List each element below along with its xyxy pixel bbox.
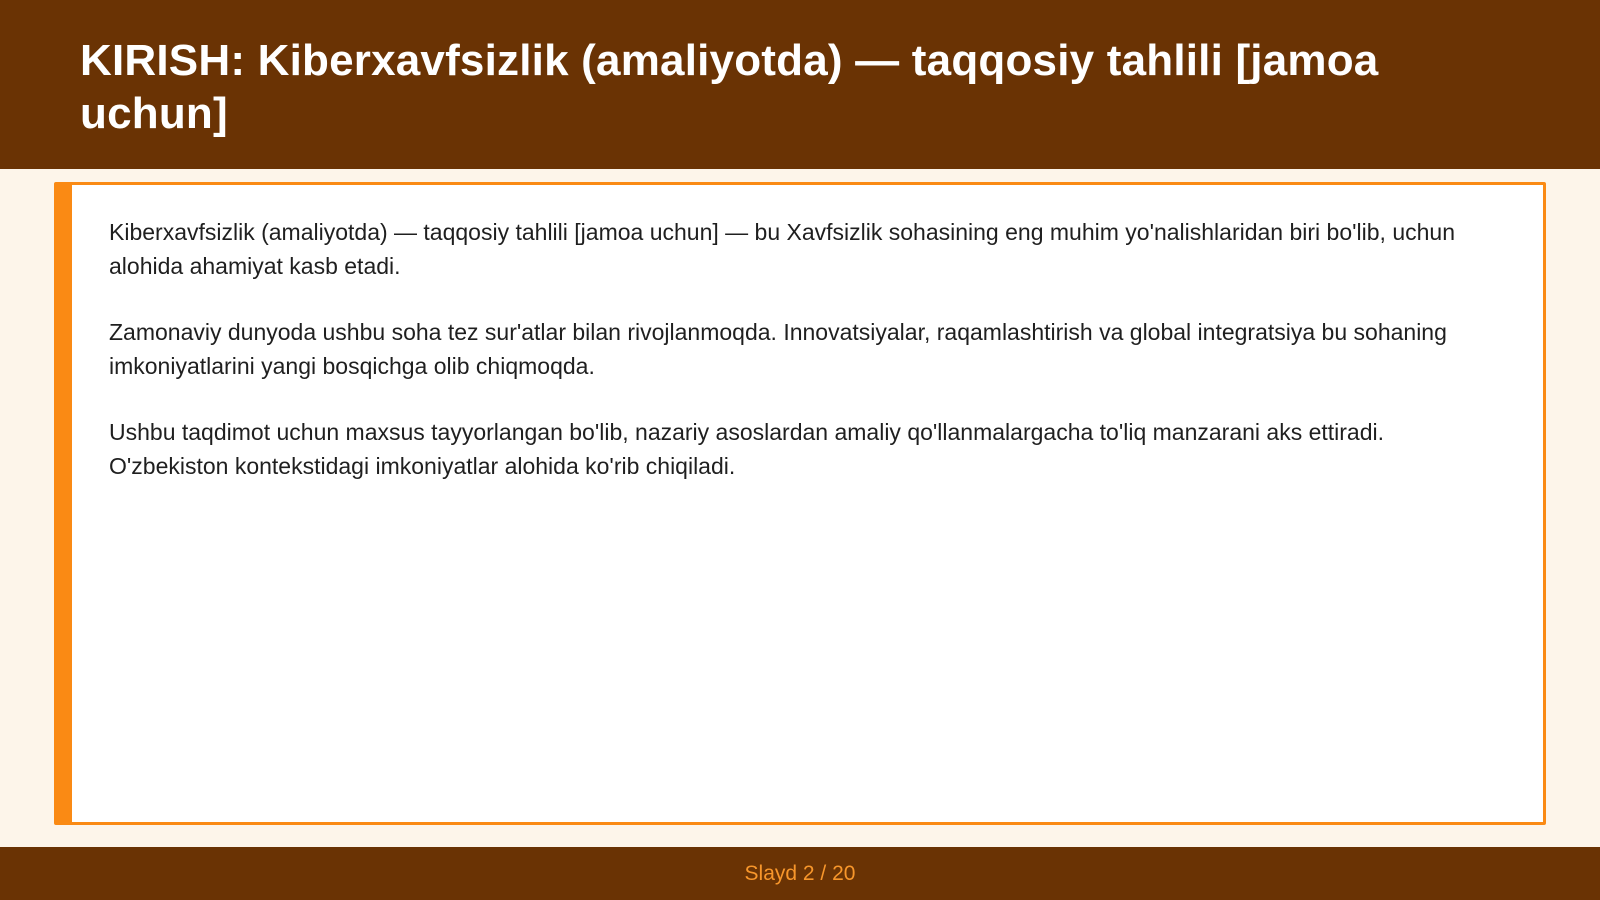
content-panel [54, 182, 1546, 825]
slide-title: KIRISH: Kiberxavfsizlik (amaliyotda) — taqqosiy tahlili [jamoa uchun] [80, 36, 1379, 138]
slide-counter: Slayd 2 / 20 [744, 862, 856, 885]
slide-header [0, 0, 1600, 169]
intro-paragraph: Kiberxavfsizlik (amaliyotda) — taqqosiy tahlili [jamoa uchun] — bu Xavfsizlik sohasining eng muhim yo'nalishlaridan biri bo'lib, uchun alohida ahamiyat kasb etadi. [109, 219, 1455, 279]
development-paragraph: Zamonaviy dunyoda ushbu soha tez sur'atlar bilan rivojlanmoqda. Innovatsiyalar, raqamlashtirish va global integratsiya bu sohaning imkoniyatlarini yangi bosqichga olib chiqmoqda. [109, 319, 1447, 379]
slide-footer [0, 847, 1600, 900]
presentation-paragraph: Ushbu taqdimot uchun maxsus tayyorlangan bo'lib, nazariy asoslardan amaliy qo'llanmalargacha to'liq manzarani aks ettiradi. O'zbekiston kontekstidagi imkoniyatlar alohida ko'rib chiqiladi. [109, 419, 1385, 479]
